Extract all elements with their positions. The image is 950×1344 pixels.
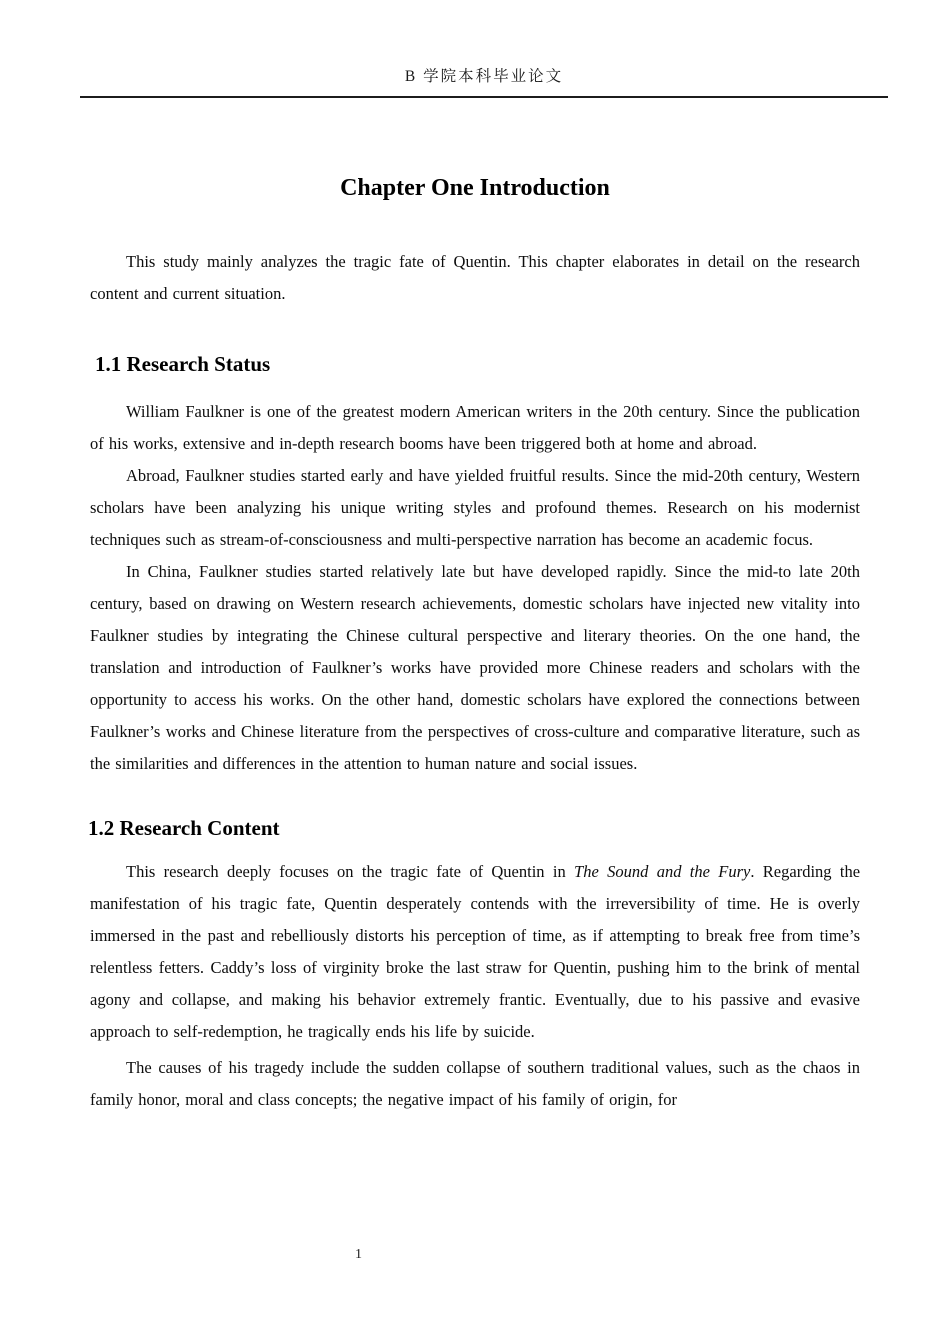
paragraph-text-after-book-title: . Regarding the manifestation of his tragic fate, Quentin desperately contends with the irreversibility of time. He is overly immersed in the past and rebelliously distorts his perception of time, as if attempting to break free from time’s relentless fetters. Caddy’s loss of virginity broke the last straw for Quentin, pushing him to the brink of mental agony and collapse, and making his behavior extremely frantic. Eventually, due to his passive and evasive approach to self-redemption, he tragically ends his life by suicide. [90, 862, 861, 1041]
header-title: B 学院本科毕业论文 [404, 68, 564, 85]
intro-paragraph: This study mainly analyzes the tragic fate of Quentin. This chapter elaborates in detail on the research content and current situation. [90, 252, 860, 303]
book-title-italic: The Sound and the Fury [574, 862, 751, 881]
paragraph-text-before-book-title: This research deeply focuses on the tragic fate of Quentin in [126, 862, 575, 881]
section-heading-1-1: 1.1 Research Status [95, 352, 271, 376]
chapter-title: Chapter One Introduction [340, 175, 610, 201]
section-heading-1-2: 1.2 Research Content [88, 816, 280, 840]
page-number: 1 [355, 1247, 362, 1262]
body-paragraph: The causes of his tragedy include the sudden collapse of southern traditional values, such as the chaos in family honor, moral and class concepts; the negative impact of his family of origin, for [90, 1058, 860, 1109]
body-paragraph: William Faulkner is one of the greatest modern American writers in the 20th century. Since the publication of his works, extensive and in-depth research booms have been triggered both at home and abroad. [90, 402, 860, 453]
body-paragraph [90, 856, 860, 1048]
body-paragraph: In China, Faulkner studies started relatively late but have developed rapidly. Since the mid-to late 20th century, based on drawing on Western research achievements, domestic scholars have injected new vitality into Faulkner studies by integrating the Chinese cultural perspective and literary theories. On the one hand, the translation and introduction of Faulkner’s works have provided more Chinese readers and scholars with the opportunity to access his works. On the other hand, domestic scholars have explored the connections between Faulkner’s works and Chinese literature from the perspectives of cross-culture and comparative literature, such as the similarities and differences in the attention to human nature and social issues. [90, 562, 860, 773]
body-paragraph: Abroad, Faulkner studies started early and have yielded fruitful results. Since the mid-20th century, Western scholars have been analyzing his unique writing styles and profound themes. Research on his modernist techniques such as stream-of-consciousness and multi-perspective narration has become an academic focus. [90, 466, 860, 549]
page-body [90, 0, 860, 1116]
